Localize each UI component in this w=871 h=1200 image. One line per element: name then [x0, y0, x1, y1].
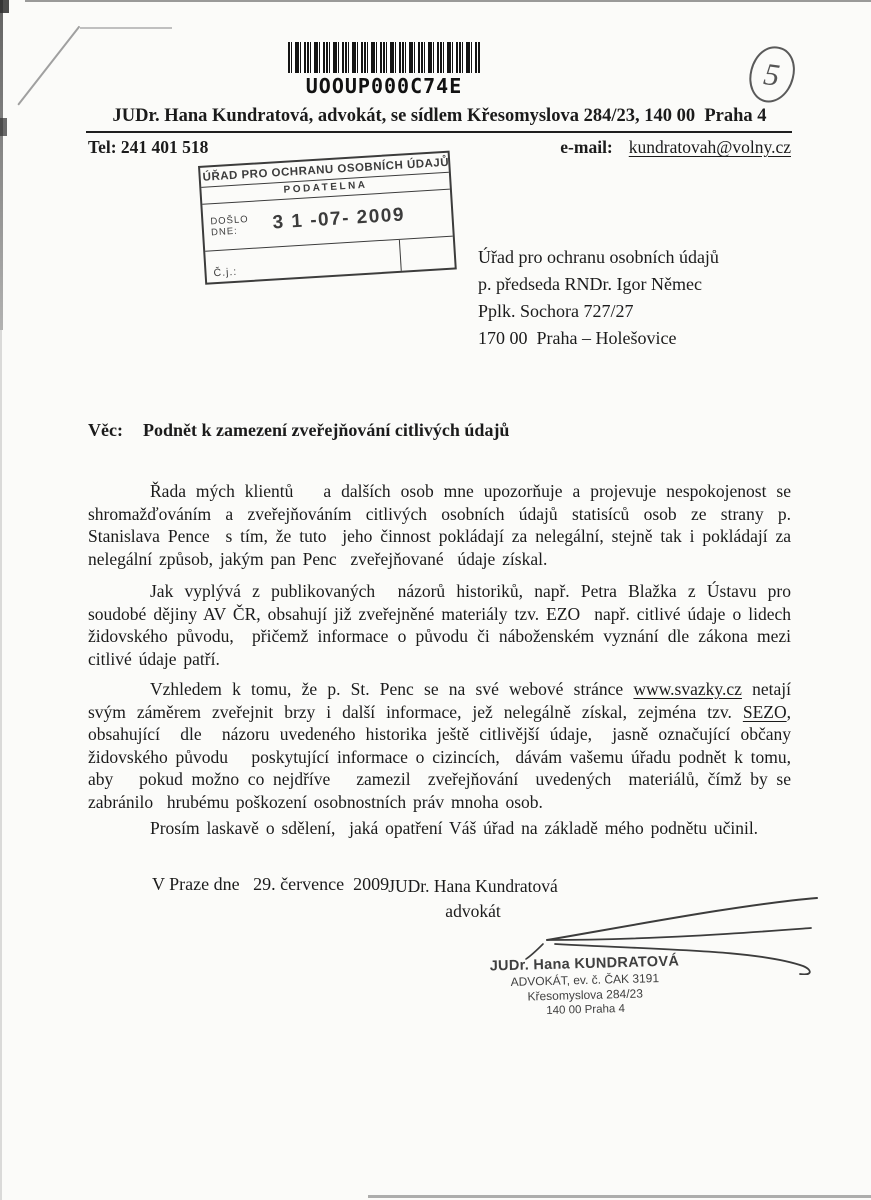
received-stamp-dne: DNE:: [210, 225, 239, 239]
recipient-line: p. předseda RNDr. Igor Němec: [478, 274, 702, 294]
svazky-url-text: www.svazky.cz: [633, 679, 742, 699]
sezo-underlined-text: SEZO: [742, 701, 787, 722]
body-paragraph-3: [88, 678, 791, 813]
advocate-stamp-name: JUDr. Hana KUNDRATOVÁ: [489, 953, 680, 975]
letterhead-phone: Tel: 241 401 518: [88, 137, 209, 157]
scan-left-edge-strip-lower: [0, 330, 2, 1200]
signer-name: JUDr. Hana Kundratová: [388, 876, 558, 896]
letterhead-rule: [86, 131, 792, 133]
subject-label: Věc:: [88, 420, 123, 440]
received-stamp-received-label: [210, 214, 257, 239]
letterhead-email-group: [560, 137, 791, 158]
received-stamp: [198, 151, 457, 285]
recipient-line: Pplk. Sochora 727/27: [478, 301, 634, 321]
letterhead-email-label: e-mail:: [560, 137, 613, 157]
signer-title: advokát: [445, 901, 501, 921]
advocate-stamp-street: Křesomyslova 284/23: [527, 986, 644, 1004]
letterhead-name-line: JUDr. Hana Kundratová, advokát, se sídlem Křesomyslova 284/23, 140 00 Praha 4: [112, 106, 767, 126]
advocate-stamp-registration: ADVOKÁT, ev. č. ČAK 3191: [510, 971, 660, 989]
scan-ink-blob-left: [0, 118, 7, 136]
paragraph-3-text: netají svým záměrem zveřejnit brzy i další informace, jež nelegálně získal, zejména tzv.: [88, 679, 792, 722]
letterhead-email-value: kundratovah@volny.cz: [628, 137, 791, 157]
advocate-stamp: [464, 953, 706, 1020]
body-paragraph-2: Jak vyplývá z publikovaných názorů historiků, např. Petra Blažka z Ústavu pro soudobé dějiny AV ČR, obsahují již zveřejněné materiály tzv. EZO např. citlivé údaje o lidech židovského původu, přičemž informace o původu či náboženském vyznání dle zákona mezi citlivé údaje patří.: [88, 581, 791, 669]
place-and-date: V Praze dne 29. července 2009: [152, 874, 390, 894]
received-stamp-office: ÚŘAD PRO OCHRANU OSOBNÍCH ÚDAJŮ: [200, 153, 449, 188]
body-paragraph-1: Řada mých klientů a dalších osob mne upozorňuje a projevuje nespokojenost se shromažďováním a zveřejňováním citlivých osobních údajů statisíců osob ze strany p. Stanislava Pence s tím, že tuto jeho činnost pokládají za nelegální, stejně tak i pokládají za nelegální způsob, jakým pan Penc zveřejňované údaje získal.: [88, 481, 791, 569]
subject-text: Podnět k zamezení zveřejňování citlivých údajů: [142, 420, 510, 440]
scan-left-edge-strip: [0, 0, 3, 330]
received-stamp-ref-label: Č.j.:: [213, 265, 238, 280]
received-stamp-department: PODATELNA: [201, 173, 450, 205]
closing-sentence: Prosím laskavě o sdělení, jaká opatření Váš úřad na základě mého podnětu učinil.: [150, 818, 759, 838]
handwritten-page-number: 5: [761, 55, 783, 93]
scan-crease-horizontal: [80, 27, 172, 29]
scan-top-edge-line: [25, 0, 871, 2]
recipient-line: Úřad pro ochranu osobních údajů: [478, 247, 719, 267]
handwritten-page-number-circle: [744, 42, 800, 108]
recipient-address: [478, 244, 719, 352]
received-stamp-doslo: DOŠLO: [210, 214, 249, 228]
paragraph-3-text: , obsahující dle názoru uvedeného historika ještě citlivější údaje, jasně označující občany židovského původu poskytující informace o cizincích, dávám vašemu úřadu podnět k tomu, aby pokud možno co nejdříve zamezil zveřejňování uvedených materiálů, čímž by se zabránilo hrubému poškození osobnostních práv mnoha osob.: [88, 701, 791, 812]
recipient-line: 170 00 Praha – Holešovice: [478, 328, 677, 348]
advocate-stamp-city: 140 00 Praha 4: [546, 1002, 626, 1018]
scan-crease-diagonal: [17, 26, 80, 106]
received-stamp-ref-cell: [399, 237, 455, 271]
received-stamp-date: 3 1 -07- 2009: [271, 204, 406, 234]
barcode-text: UOOUP000C74E: [305, 74, 463, 98]
subject-line: [88, 420, 791, 441]
barcode: [288, 42, 480, 73]
paragraph-3-text: Vzhledem k tomu, že p. St. Penc se na své webové stránce: [150, 679, 634, 699]
scan-bottom-edge-line: [368, 1195, 871, 1198]
scan-ink-blob-top: [0, 0, 9, 13]
